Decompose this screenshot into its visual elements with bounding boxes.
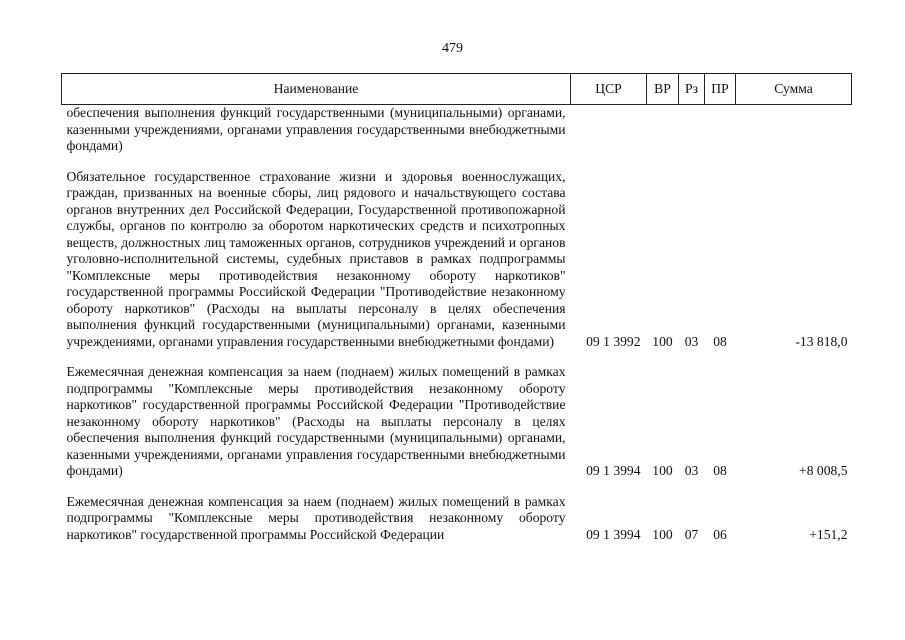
table-row	[62, 169, 852, 351]
row-rz: 03	[684, 333, 699, 349]
row-vr: 100	[652, 333, 673, 349]
row-sum	[736, 105, 852, 155]
row-name: Ежемесячная денежная компенсация за наем (поднаем) жилых помещений в рамках подпрограммы "Комплексные меры противодействия незаконному обороту наркотиков" государственной программы Российской Федерации "Противодействие незаконному обороту наркотиков" (Расходы на выплаты персоналу в целях обеспечения выполнения функций государственными (муниципальными) органами, казенными учреждениями, органами управления государственными внебюджетными фондами)	[66, 364, 566, 478]
row-name: Ежемесячная денежная компенсация за наем (поднаем) жилых помещений в рамках подпрограммы "Комплексные меры противодействия незаконному обороту наркотиков" государственной программы Российской Федерации	[66, 493, 566, 542]
header-sum: Сумма	[736, 74, 852, 105]
header-rz: Рз	[679, 74, 705, 105]
row-sum: +151,2	[809, 526, 848, 542]
table-header-row	[62, 74, 852, 105]
row-pr: 08	[713, 333, 727, 349]
row-rz: 07	[684, 526, 699, 542]
row-name: Обязательное государственное страхование жизни и здоровья военнослужащих, граждан, призванных на военные сборы, лиц рядового и начальствующего состава органов внутренних дел Российской Федерации, Государственной противопожарной службы, органов по контролю за оборотом наркотических средств и психотропных веществ, должностных лиц таможенных органов, сотрудников учреждений и органов уголовно-исполнительной системы, судебных приставов в рамках подпрограммы "Комплексные меры противодействия незаконному обороту наркотиков" государственной программы Российской Федерации "Противодействие незаконному обороту наркотиков" (Расходы на выплаты персоналу в целях обеспечения выполнения функций государственными (муниципальными) органами, казенными учреждениями, органами управления государственными внебюджетными фондами)	[66, 168, 566, 349]
row-csr	[571, 105, 647, 155]
row-rz: 03	[684, 463, 699, 478]
table-row	[62, 364, 852, 480]
row-rz	[679, 105, 705, 155]
budget-table	[61, 73, 852, 543]
row-vr	[647, 105, 679, 155]
page-number: 479	[442, 41, 463, 56]
row-pr: 06	[713, 526, 727, 542]
row-vr: 100	[652, 463, 673, 478]
header-name: Наименование	[62, 74, 571, 105]
row-csr: 09 1 3992	[586, 333, 641, 349]
table-row	[62, 105, 852, 155]
header-vr: ВР	[647, 74, 679, 105]
row-vr: 100	[652, 526, 673, 542]
row-csr: 09 1 3994	[586, 526, 641, 542]
row-sum: -13 818,0	[795, 333, 848, 349]
row-pr: 08	[713, 463, 727, 478]
row-name: обеспечения выполнения функций государственными (муниципальными) органами, казенными учреждениями, органами управления государственными внебюджетными фондами)	[66, 105, 566, 153]
table-row	[62, 494, 852, 544]
header-pr: ПР	[705, 74, 736, 105]
header-csr: ЦСР	[571, 74, 647, 105]
row-pr	[705, 105, 736, 155]
row-sum: +8 008,5	[799, 463, 848, 478]
row-csr: 09 1 3994	[586, 463, 641, 478]
